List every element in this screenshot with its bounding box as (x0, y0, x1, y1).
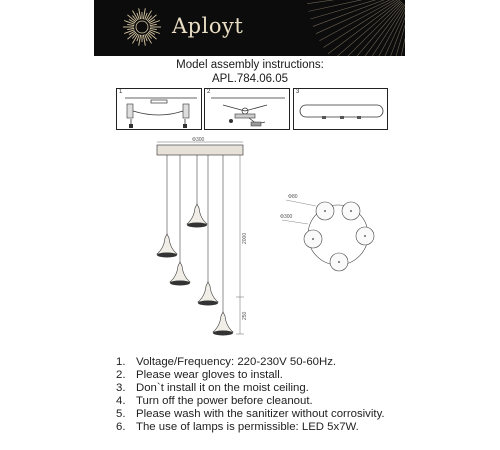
instruction-text: Don`t install it on the moist ceiling. (136, 381, 309, 394)
top-view-layout (280, 194, 374, 271)
step-number: 1 (119, 89, 123, 95)
instruction-number: 3. (116, 381, 126, 394)
step-number: 3 (296, 89, 300, 95)
instruction-text: Turn off the power before cleanout. (136, 394, 313, 407)
pendant-lamp (198, 282, 218, 306)
instruction-item (116, 408, 385, 421)
layout-diameter-label: Φ300 (280, 214, 293, 220)
instruction-text: The use of lamps is permissible: LED 5x7W. (136, 420, 359, 433)
instruction-item (116, 356, 385, 369)
step-panel-2 (204, 88, 290, 130)
assembly-steps (116, 88, 388, 130)
model-number: APL.784.06.05 (211, 73, 289, 85)
suspension-cables (167, 155, 223, 312)
banner-rays (94, 0, 405, 56)
shade-diameter-label: Φ80 (288, 194, 298, 200)
instruction-number: 1. (116, 356, 126, 368)
instruction-number: 2. (116, 368, 126, 381)
step-3-illustration (294, 89, 389, 131)
ceiling-canopy (157, 145, 243, 155)
height-label: 2000 (242, 232, 248, 244)
instruction-item (116, 395, 385, 408)
instruction-text: Please wash with the sanitizer without corrosivity. (136, 407, 385, 420)
brand-banner (94, 0, 405, 56)
drop-label: 250 (242, 311, 248, 320)
document-title: Model assembly instructions: (176, 59, 324, 71)
step-number: 2 (207, 89, 211, 95)
step-panel-3 (293, 88, 388, 130)
pendant-lamp (157, 234, 177, 258)
step-panel-1 (116, 88, 202, 130)
instructions-list (116, 356, 385, 433)
instruction-text: Voltage/Frequency: 220-230V 50-60Hz. (136, 356, 337, 368)
instruction-item (116, 421, 385, 434)
technical-drawing (110, 134, 410, 344)
instruction-number: 4. (116, 394, 126, 407)
instruction-item (116, 382, 385, 395)
instruction-text: Please wear gloves to install. (136, 368, 283, 381)
instruction-number: 5. (116, 407, 126, 420)
instruction-item (116, 369, 385, 382)
pendant-lamp (213, 312, 233, 336)
brand-name: Aployt (172, 14, 244, 38)
step-1-illustration (117, 89, 203, 131)
pendant-lamps (157, 204, 233, 336)
canopy-diameter-label: Φ300 (192, 137, 205, 143)
step-2-illustration (205, 89, 291, 131)
instruction-number: 6. (116, 420, 126, 433)
pendant-lamp (187, 204, 207, 228)
pendant-lamp (170, 262, 190, 286)
sunburst-icon (123, 8, 161, 45)
